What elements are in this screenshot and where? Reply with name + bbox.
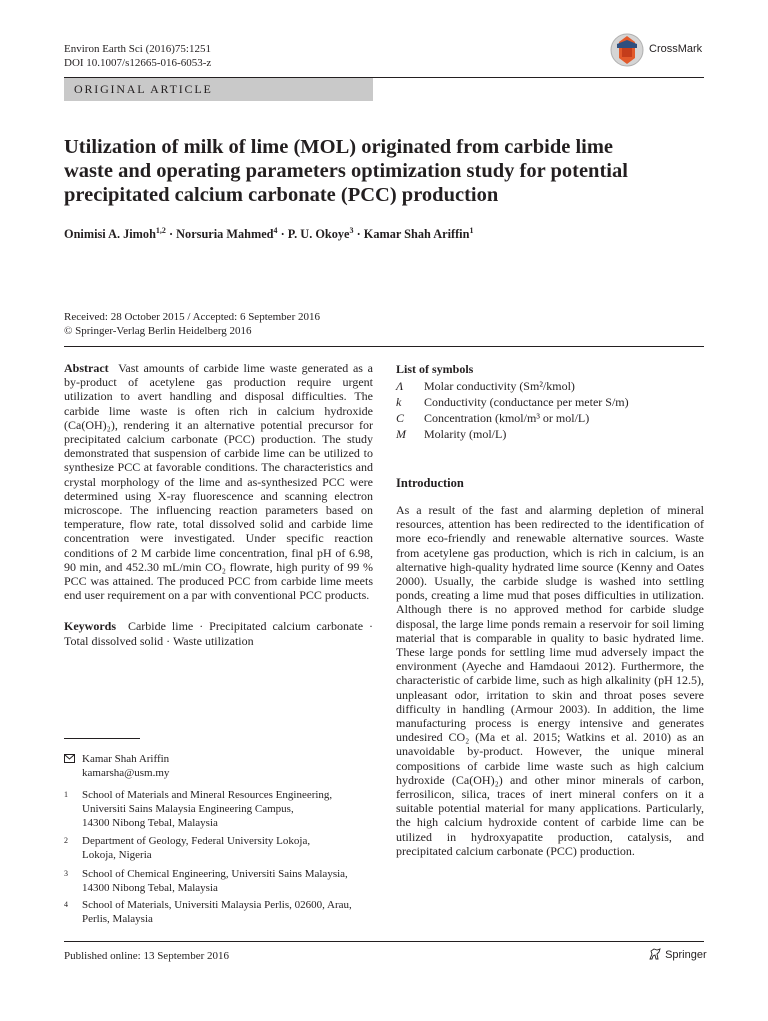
author-affiliation-marker: 1 [469,226,474,235]
affiliation-number: 4 [64,900,68,909]
author-affiliation-marker: 4 [273,226,278,235]
symbol-row [396,426,704,442]
copyright: © Springer-Verlag Berlin Heidelberg 2016 [64,325,252,337]
article-title [64,135,704,207]
introduction-text: As a result of the fast and alarming depletion of mineral resources, attention has been redirected to the identification of more eco-friendly and renewable alternative sources. Waste from acetylene gas production, which is rich in calcium, is an alternative high-quality hydrated lime source (Kenny and Oates 2000). Usually, the carbide sludge is washed into settling ponds, creating a lime mud that poses difficulties in utilization. Although there is no approved method for carbide sludge disposal, the large lime ponds remain a reservoir for soil liming material that is comparable in quality to basic hydrated lime. These large ponds for settling lime mud adversely impact the environment (Ayeche and Hamdaoui 2012). Furthermore, the characteristic of carbide lime, such as high alkalinity (pH 12.5), unpleasant odor, irritation to skin and throat poses severe difficulty in handling (Armour 2003). In addition, the lime manufacturing process is energy intensive and generates undesired CO₂ (Ma et al. 2015; Watkins et al. 2010) as an unavoidable by-product. However, the unique mineral compositions of carbide lime waste such as high calcium hydroxide (Ca(OH)₂) and other minor minerals of carbon, ferrosilicon, silica, traces of inert mineral confers on it a suitable potential material for many applications. Particularly, the high calcium hydroxide content of carbide lime can be utilized in hydroxyapatite production, catalysis, and precipitated calcium carbonate (PCC) production. [396,503,704,858]
affiliation-number: 3 [64,869,68,878]
affiliation-line: Perlis, Malaysia [82,913,153,925]
received-accepted: Received: 28 October 2015 / Accepted: 6 September 2016 [64,311,320,323]
author-list: Onimisi A. Jimoh$^{1,2}$ · Norsuria Mahmed$^4$ · P. U. Okoye$^3$ · Kamar Shah Ariffin$^1$ [64,226,474,242]
author-affiliation-marker: 3 [349,226,354,235]
introduction-body [396,503,704,858]
symbol-row [396,410,704,426]
affiliation [64,867,384,897]
published-online: Published online: 13 September 2016 [64,950,229,962]
springer-horse-icon [648,948,662,960]
author-name[interactable]: Onimisi A. Jimoh [64,227,156,242]
dates-rule [64,346,704,347]
section-type-bar [64,78,373,101]
abstract-label: Abstract [64,361,109,375]
abstract [64,361,373,602]
symbol: k [396,395,402,409]
section-type-label: ORIGINAL ARTICLE [74,82,213,96]
keywords [64,619,373,647]
affiliation [64,788,384,832]
envelope-icon [64,754,75,763]
footer-rule [64,941,704,942]
journal-citation: Environ Earth Sci (2016)75:1251 [64,43,211,55]
affiliation-line: Universiti Sains Malaysia Engineering Campus, [82,803,294,815]
publisher-logo [648,948,707,961]
author-affiliation-marker: 1,2 [155,226,166,235]
abstract-section [64,361,373,648]
doi[interactable]: DOI 10.1007/s12665-016-6053-z [64,57,212,69]
crossmark-label: CrossMark [649,43,703,55]
keywords-text: Carbide lime · Precipitated calcium carbonate · Total dissolved solid · Waste utilization [64,619,374,648]
author-name[interactable]: P. U. Okoye [287,227,350,242]
crossmark-badge[interactable] [609,32,719,66]
affiliation-number: 1 [64,790,68,799]
publisher-name: Springer [665,949,707,961]
affiliation-line: Lokoja, Nigeria [82,849,152,861]
author-name[interactable]: Kamar Shah Ariffin [363,227,470,242]
affiliation-number: 2 [64,836,68,845]
title-line: precipitated calcium carbonate (PCC) production [64,184,499,206]
symbol-description: Concentration (kmol/m³ or mol/L) [424,411,590,425]
keywords-label: Keywords [64,619,116,634]
symbols-title: List of symbols [396,362,474,376]
contact-name: Kamar Shah Ariffin [82,753,170,765]
symbol-description: Molarity (mol/L) [424,427,507,441]
affiliation-line: 14300 Nibong Tebal, Malaysia [82,817,218,829]
footnote-rule [64,738,140,739]
title-line: Utilization of milk of lime (MOL) originated from carbide lime [64,136,614,158]
symbol-row [396,378,704,394]
affiliation-line: 14300 Nibong Tebal, Malaysia [82,882,218,894]
symbol: M [396,427,406,441]
affiliation-line: School of Chemical Engineering, Universiti Sains Malaysia, [82,868,348,880]
affiliation [64,834,384,864]
introduction-heading: Introduction [396,476,464,490]
article-dates [64,310,320,338]
symbol: C [396,411,405,425]
contact-email[interactable]: kamarsha@usm.my [82,767,170,779]
symbol: Λ [396,379,404,393]
corresponding-author [64,752,384,782]
affiliation-line: Department of Geology, Federal University Lokoja, [82,835,311,847]
crossmark-icon [609,32,645,68]
abstract-text: Vast amounts of carbide lime waste generated as a by-product of acetylene gas production require urgent utilization to avert handling and disposal difficulties. The carbide lime waste is often rich in calcium hydroxide (Ca(OH)₂), rendering it an alternative potential precursor for precipitated calcium carbonate (PCC) production. The study demonstrated that suspension of carbide lime can be utilized to synthesize PCC at favorable conditions. The characteristics and crystal morphology of the lime and as-synthesized PCC were determined using X-ray fluorescence and scanning electron microscope. The influencing reaction parameters based on temperature, flow rate, total dissolved solid and carbide lime concentration were investigated. Under specific reaction conditions of 2 M carbide lime concentration, final pH of 6.98, 90 min, and 452.30 mL/min CO₂ flowrate, high purity of 99 % PCC was attained. The produced PCC from carbide lime meets end user requirement on a par with conventional PCC products. [64,361,373,603]
affiliation-line: School of Materials, Universiti Malaysia Perlis, 02600, Arau, [82,899,352,911]
symbol-description: Conductivity (conductance per meter S/m) [424,395,629,409]
author-name[interactable]: Norsuria Mahmed [176,227,274,242]
title-line: waste and operating parameters optimization study for potential [64,160,628,182]
symbol-description: Molar conductivity (Sm²/kmol) [424,379,575,393]
symbol-row [396,394,704,410]
affiliation-line: School of Materials and Mineral Resources Engineering, [82,789,333,801]
affiliation [64,898,384,928]
